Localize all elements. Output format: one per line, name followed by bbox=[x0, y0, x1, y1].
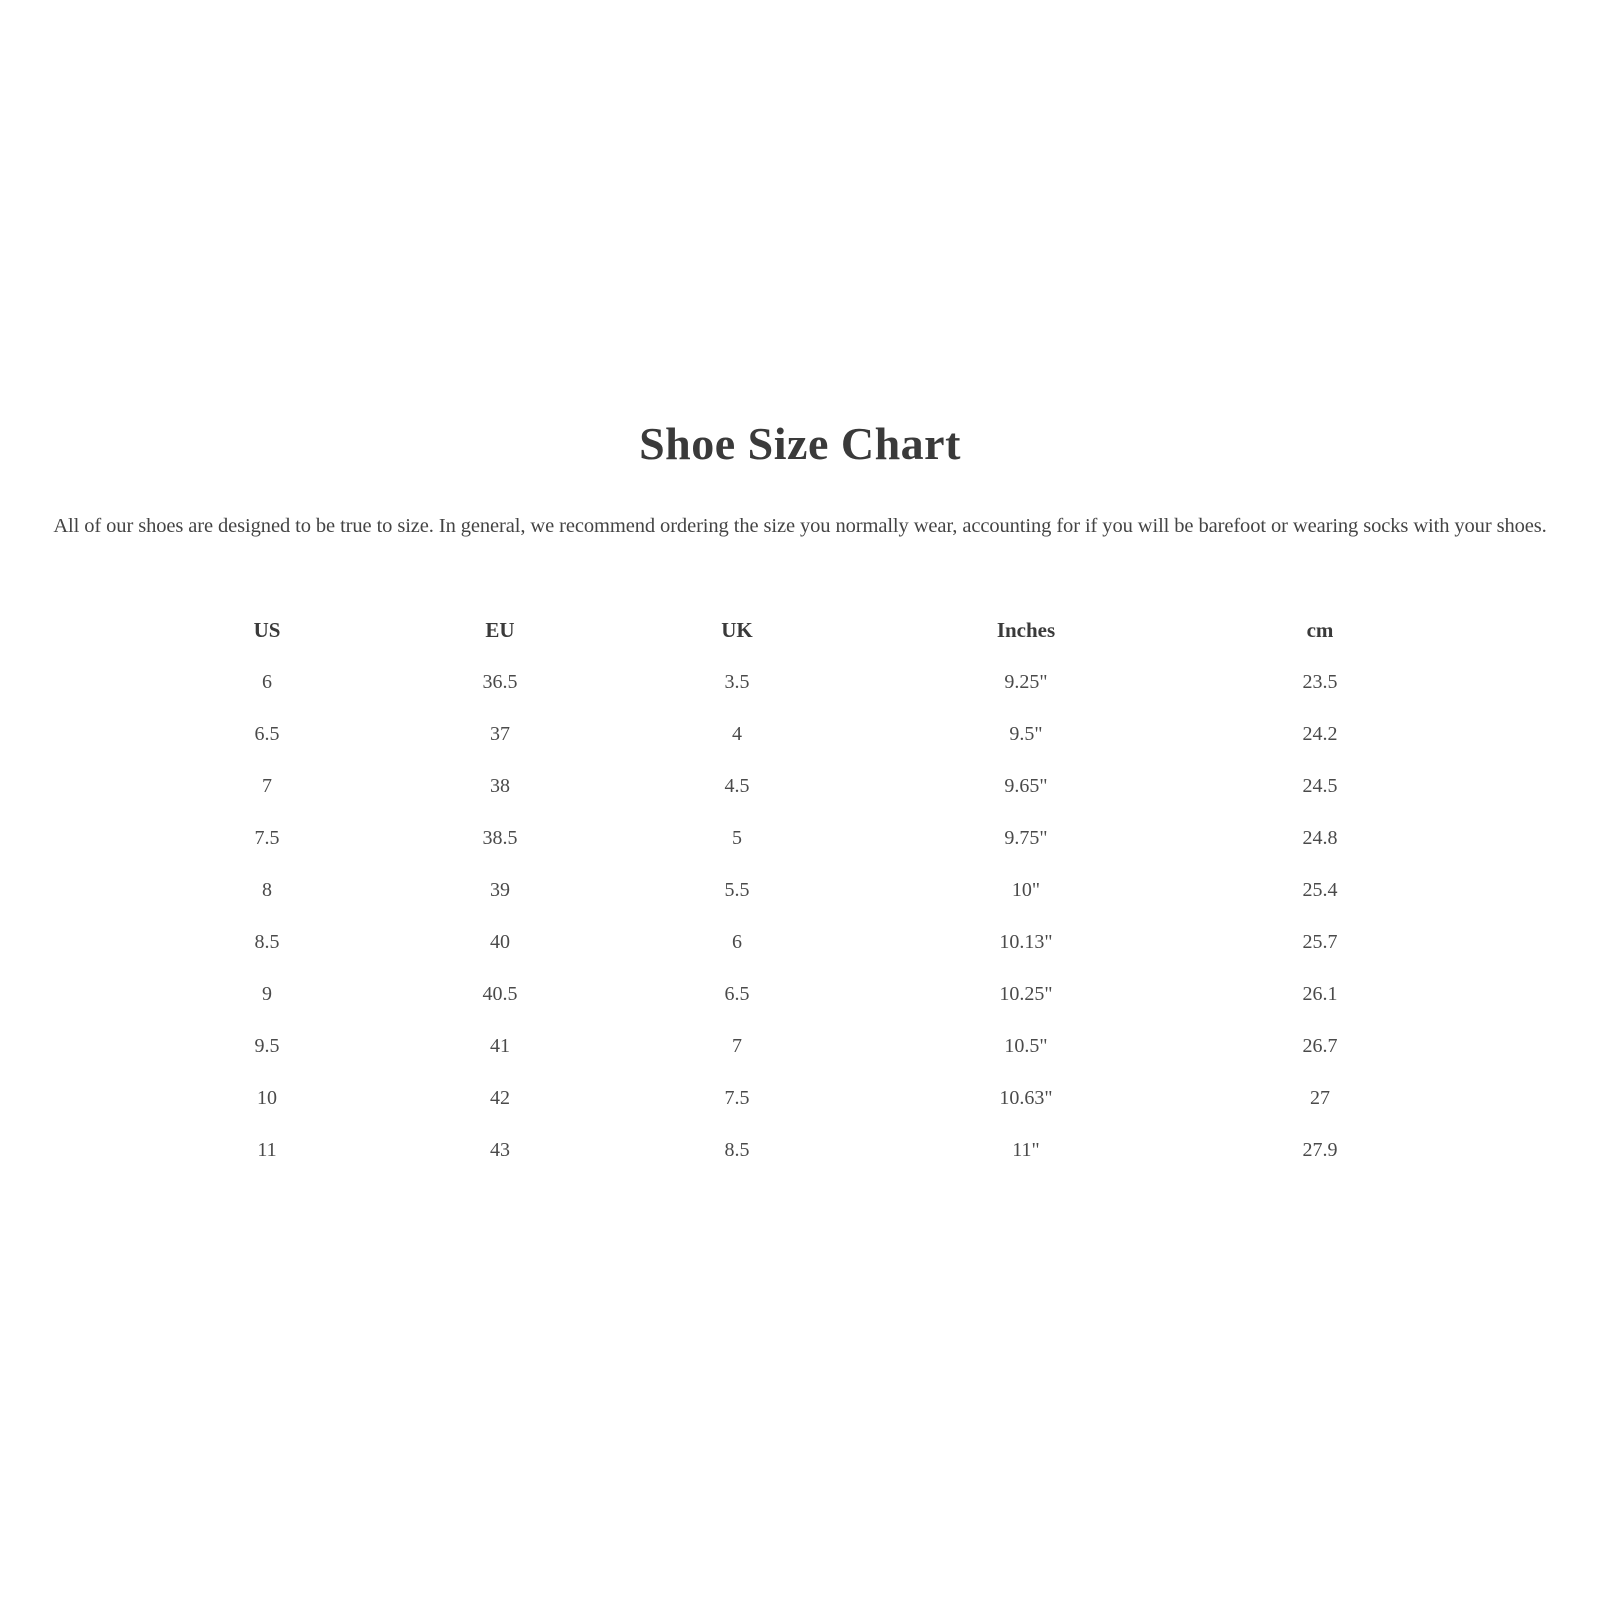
cell-us: 7 bbox=[262, 774, 272, 797]
cell-cm: 27.9 bbox=[1302, 1138, 1338, 1161]
table-spacer bbox=[0, 864, 152, 916]
table-spacer bbox=[1444, 708, 1600, 760]
cell-inches: 10.63" bbox=[999, 1086, 1053, 1109]
table-spacer bbox=[0, 1072, 152, 1124]
table-row bbox=[0, 656, 1600, 708]
cell-uk: 4 bbox=[732, 722, 742, 745]
header-inches: Inches bbox=[996, 617, 1056, 642]
table-row bbox=[0, 760, 1600, 812]
cell-eu: 41 bbox=[490, 1034, 510, 1057]
cell-us: 11 bbox=[257, 1138, 277, 1161]
header-cm: cm bbox=[1306, 617, 1334, 642]
cell-inches: 9.65" bbox=[1004, 774, 1048, 797]
cell-cm: 24.2 bbox=[1302, 722, 1338, 745]
cell-cm: 23.5 bbox=[1302, 670, 1338, 693]
cell-inches: 10" bbox=[1011, 878, 1041, 901]
cell-us: 7.5 bbox=[254, 826, 280, 849]
cell-uk: 7.5 bbox=[724, 1086, 750, 1109]
cell-cm: 26.1 bbox=[1302, 982, 1338, 1005]
cell-uk: 7 bbox=[732, 1034, 742, 1057]
table-body bbox=[0, 656, 1600, 1176]
table-spacer bbox=[1444, 1124, 1600, 1176]
table-spacer bbox=[0, 708, 152, 760]
cell-uk: 8.5 bbox=[724, 1138, 750, 1161]
cell-cm: 27 bbox=[1310, 1086, 1330, 1109]
cell-uk: 6.5 bbox=[724, 982, 750, 1005]
table-spacer bbox=[0, 656, 152, 708]
table-spacer bbox=[0, 916, 152, 968]
cell-us: 9 bbox=[262, 982, 272, 1005]
cell-inches: 10.5" bbox=[1004, 1034, 1048, 1057]
cell-inches: 9.25" bbox=[1004, 670, 1048, 693]
cell-inches: 10.13" bbox=[999, 930, 1053, 953]
table-row bbox=[0, 864, 1600, 916]
table-spacer bbox=[1444, 1020, 1600, 1072]
cell-inches: 10.25" bbox=[999, 982, 1053, 1005]
cell-eu: 43 bbox=[490, 1138, 510, 1161]
table-row bbox=[0, 812, 1600, 864]
cell-cm: 25.7 bbox=[1302, 930, 1338, 953]
table-row bbox=[0, 968, 1600, 1020]
header-uk: UK bbox=[721, 617, 753, 642]
table-spacer bbox=[0, 1020, 152, 1072]
table-spacer bbox=[0, 1124, 152, 1176]
table-row bbox=[0, 916, 1600, 968]
table-spacer bbox=[0, 604, 152, 656]
cell-us: 8 bbox=[262, 878, 272, 901]
table-row bbox=[0, 1124, 1600, 1176]
header-eu: EU bbox=[485, 617, 515, 642]
cell-eu: 39 bbox=[490, 878, 510, 901]
cell-uk: 5 bbox=[732, 826, 742, 849]
table-row bbox=[0, 1072, 1600, 1124]
cell-inches: 9.75" bbox=[1004, 826, 1048, 849]
cell-cm: 24.8 bbox=[1302, 826, 1338, 849]
cell-us: 9.5 bbox=[254, 1034, 280, 1057]
table-spacer bbox=[1444, 968, 1600, 1020]
cell-uk: 5.5 bbox=[724, 878, 750, 901]
table-spacer bbox=[1444, 760, 1600, 812]
table-spacer bbox=[1444, 604, 1600, 656]
header-row bbox=[0, 604, 1600, 656]
cell-eu: 40.5 bbox=[482, 982, 518, 1005]
cell-eu: 38.5 bbox=[482, 826, 518, 849]
table-header bbox=[0, 604, 1600, 656]
cell-us: 6.5 bbox=[254, 722, 280, 745]
page-title: Shoe Size Chart bbox=[639, 418, 961, 469]
intro-text: All of our shoes are designed to be true to size. In general, we recommend ordering the size you normally wear, accounting for if you will be barefoot or wearing socks with your shoes. bbox=[53, 515, 1547, 537]
table-spacer bbox=[1444, 916, 1600, 968]
cell-us: 6 bbox=[262, 670, 272, 693]
size-chart-table bbox=[0, 604, 1600, 1176]
table-row bbox=[0, 708, 1600, 760]
table-spacer bbox=[1444, 864, 1600, 916]
cell-eu: 40 bbox=[490, 930, 510, 953]
cell-cm: 25.4 bbox=[1302, 878, 1338, 901]
cell-inches: 11" bbox=[1012, 1138, 1040, 1161]
cell-uk: 4.5 bbox=[724, 774, 750, 797]
table-spacer bbox=[1444, 812, 1600, 864]
cell-inches: 9.5" bbox=[1009, 722, 1043, 745]
cell-eu: 36.5 bbox=[482, 670, 518, 693]
cell-uk: 6 bbox=[732, 930, 742, 953]
cell-eu: 38 bbox=[490, 774, 510, 797]
table-spacer bbox=[1444, 656, 1600, 708]
cell-eu: 37 bbox=[490, 722, 510, 745]
table-spacer bbox=[0, 812, 152, 864]
cell-us: 10 bbox=[257, 1086, 277, 1109]
table-spacer bbox=[0, 760, 152, 812]
table-row bbox=[0, 1020, 1600, 1072]
cell-eu: 42 bbox=[490, 1086, 510, 1109]
cell-uk: 3.5 bbox=[724, 670, 750, 693]
cell-us: 8.5 bbox=[254, 930, 280, 953]
cell-cm: 24.5 bbox=[1302, 774, 1338, 797]
cell-cm: 26.7 bbox=[1302, 1034, 1338, 1057]
table-spacer bbox=[1444, 1072, 1600, 1124]
table-spacer bbox=[0, 968, 152, 1020]
header-us: US bbox=[253, 617, 281, 642]
